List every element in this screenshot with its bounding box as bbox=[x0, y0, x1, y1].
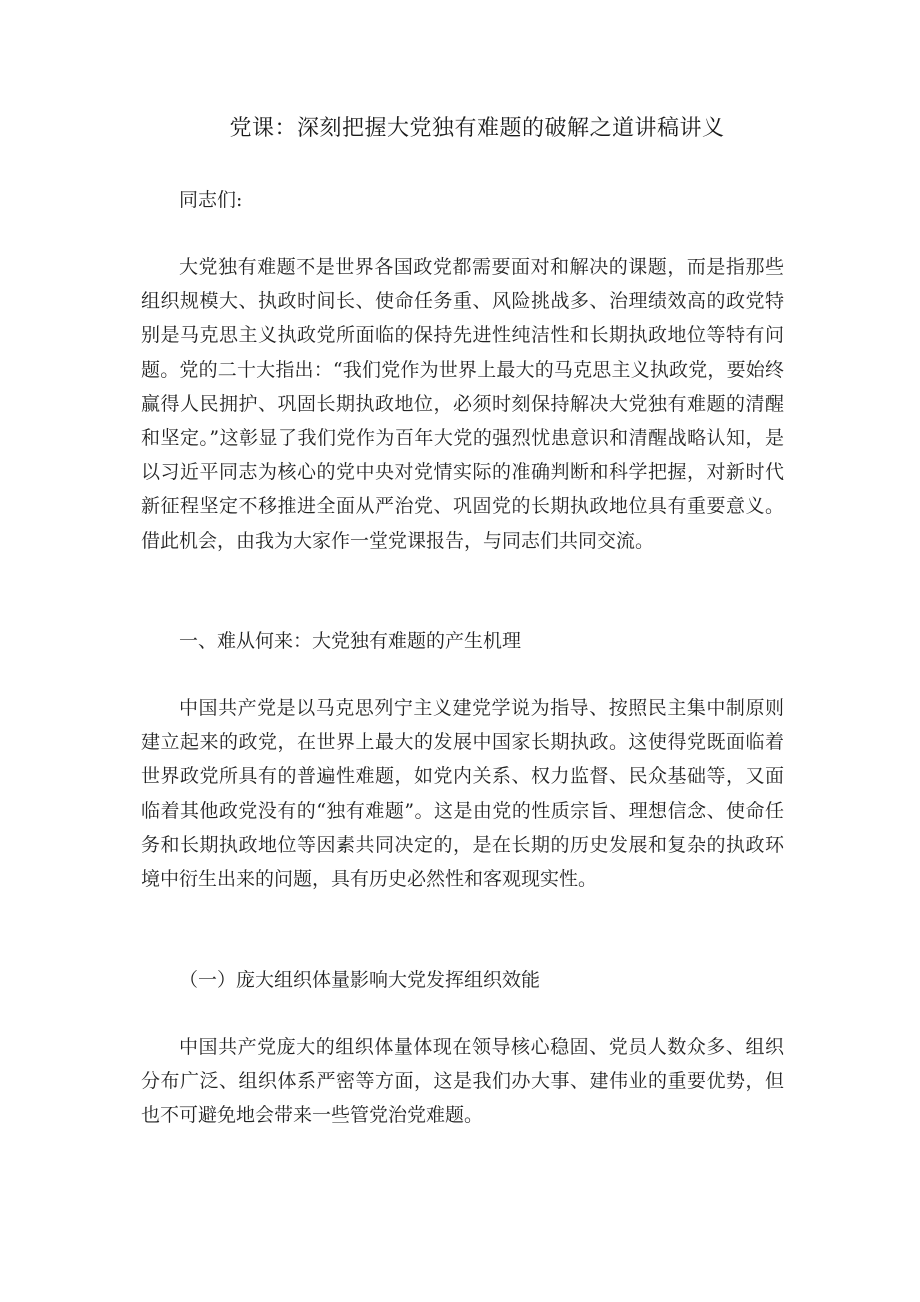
paragraph-origin: 中国共产党是以马克思列宁主义建党学说为指导、按照民主集中制原则建立起来的政党，在世界上最大的发展中国家长期执政。这使得党既面临着世界政党所具有的普遍性难题，如党内关系、权力监督、民众基础等，又面临着其他政党没有的“独有难题”。这是由党的性质宗旨、理想信念、使命任务和长期执政地位等因素共同决定的，是在长期的历史发展和复杂的执政环境中衍生出来的问题，具有历史必然性和客观现实性。 bbox=[141, 697, 784, 891]
document-title: 党课：深刻把握大党独有难题的破解之道讲稿讲义 bbox=[229, 116, 725, 141]
greeting: 同志们: bbox=[179, 189, 243, 211]
subsection-heading-1: （一）庞大组织体量影响大党发挥组织效能 bbox=[179, 969, 541, 991]
paragraph-intro: 大党独有难题不是世界各国政党都需要面对和解决的课题，而是指那些组织规模大、执政时间长、使命任务重、风险挑战多、治理绩效高的政党特别是马克思主义执政党所面临的保持先进性纯洁性和长期执政地位等特有问题。党的二十大指出：“我们党作为世界上最大的马克思主义执政党，要始终赢得人民拥护、巩固长期执政地位，必须时刻保持解决大党独有难题的清醒和坚定。”这彰显了我们党作为百年大党的强烈忧患意识和清醒战略认知，是以习近平同志为核心的党中央对党情实际的准确判断和科学把握，对新时代新征程坚定不移推进全面从严治党、巩固党的长期执政地位具有重要意义。借此机会，由我为大家作一堂党课报告，与同志们共同交流。 bbox=[141, 256, 784, 552]
section-heading-1: 一、难从何来：大党独有难题的产生机理 bbox=[179, 630, 522, 652]
paragraph-organization: 中国共产党庞大的组织体量体现在领导核心稳固、党员人数众多、组织分布广泛、组织体系严密等方面，这是我们办大事、建伟业的重要优势，但也不可避免地会带来一些管党治党难题。 bbox=[141, 1036, 784, 1127]
